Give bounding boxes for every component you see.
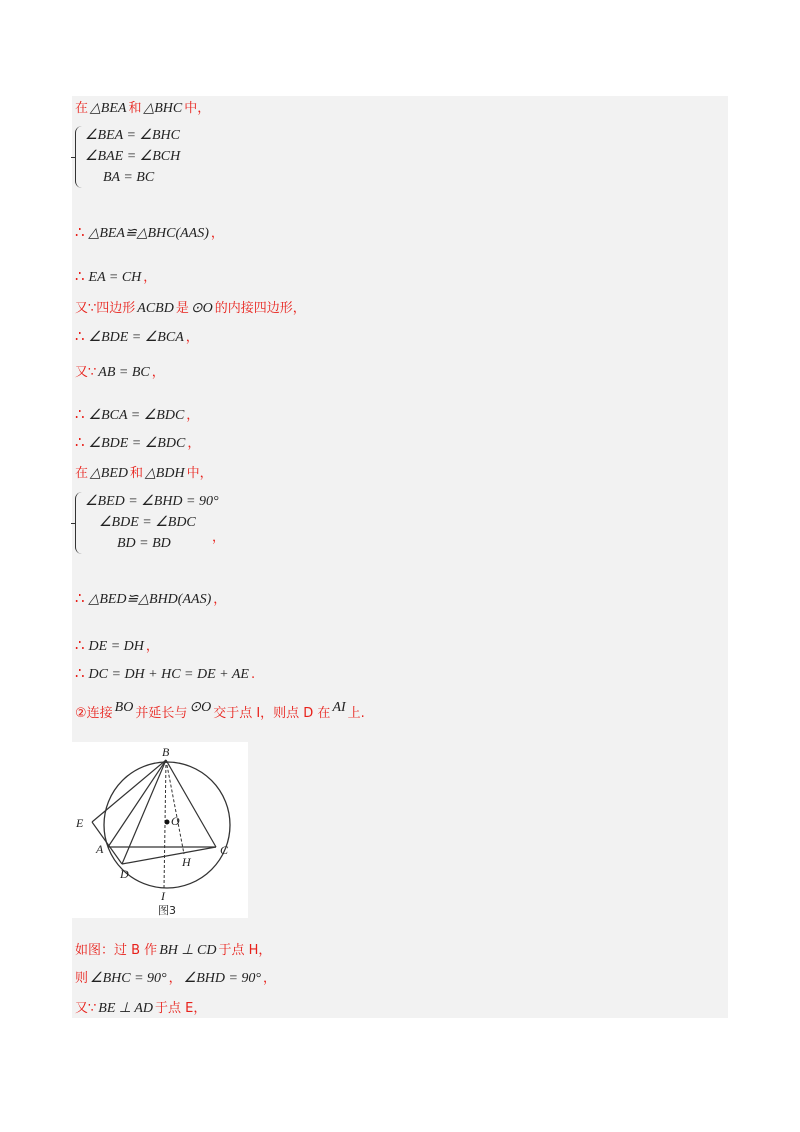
segment-be — [92, 760, 166, 822]
line-right-angles: 则 ∠BHC = 90° ， ∠BHD = 90° ， — [75, 971, 277, 986]
line-triangle-bed-bdh: 在 △BED 和 △BDH 中， — [75, 466, 213, 481]
center-point-o — [165, 820, 170, 825]
label-i: I — [161, 889, 165, 903]
line-be-perp-ad: 又∵ BE ⊥ AD 于点 E， — [75, 1001, 207, 1016]
left-brace — [75, 492, 82, 554]
line-cyclic-quad: 又∵四边形 ACBD 是 ⊙O 的内接四边形， — [75, 301, 306, 316]
label-o: O — [171, 814, 180, 828]
line-angle-bca-bdc: ∴ ∠BCA = ∠BDC ， — [75, 405, 200, 423]
system-2-comma: ， — [212, 530, 226, 545]
label-h: H — [182, 855, 191, 869]
label-e: E — [76, 816, 84, 830]
line-congruent-1: ∴ △BEA≌△BHC(AAS) ， — [75, 223, 224, 241]
line-congruent-2: ∴ △BED≌△BHD(AAS) ， — [75, 589, 227, 607]
line-de-dh: ∴ DE = DH ， — [75, 636, 159, 654]
figure-caption: 图3 — [158, 904, 176, 917]
line-ea-ch: ∴ EA = CH ， — [75, 267, 157, 285]
equation-system-2: ∠BED = ∠BHD = 90° ∠BDE = ∠BDC BD = BD — [75, 492, 295, 554]
segment-bh-dashed — [166, 760, 184, 854]
equation-system-1: ∠BEA = ∠BHC ∠BAE = ∠BCH BA = BC — [75, 126, 275, 188]
label-c: C — [220, 843, 229, 857]
label-a: A — [96, 842, 104, 856]
label-b: B — [162, 745, 170, 759]
segment-ba — [108, 760, 166, 847]
geometry-figure — [72, 742, 248, 918]
line-angle-bde-bca: ∴ ∠BDE = ∠BCA ， — [75, 327, 199, 345]
label-d: D — [120, 867, 129, 881]
line-dc-sum: ∴ DC = DH + HC = DE + AE . — [75, 664, 256, 682]
line-triangle-bea-bhc: 在 △BEA 和 △BHC 中， — [75, 101, 211, 116]
circle-diagram — [72, 742, 248, 918]
line-angle-bde-bdc: ∴ ∠BDE = ∠BDC ， — [75, 433, 201, 451]
segment-bc — [166, 760, 216, 847]
line-arc-ab-bc: 又∵ AB = BC ， — [75, 365, 165, 380]
line-construct-bh: 如图：过 B 作 BH ⊥ CD 于点 H， — [75, 943, 272, 958]
line-connect-bo: ②连接 BO 并延长与 ⊙O 交于点 I，则点 D 在 AI 上. — [75, 700, 365, 721]
segment-dc — [122, 847, 216, 864]
left-brace — [75, 126, 82, 188]
